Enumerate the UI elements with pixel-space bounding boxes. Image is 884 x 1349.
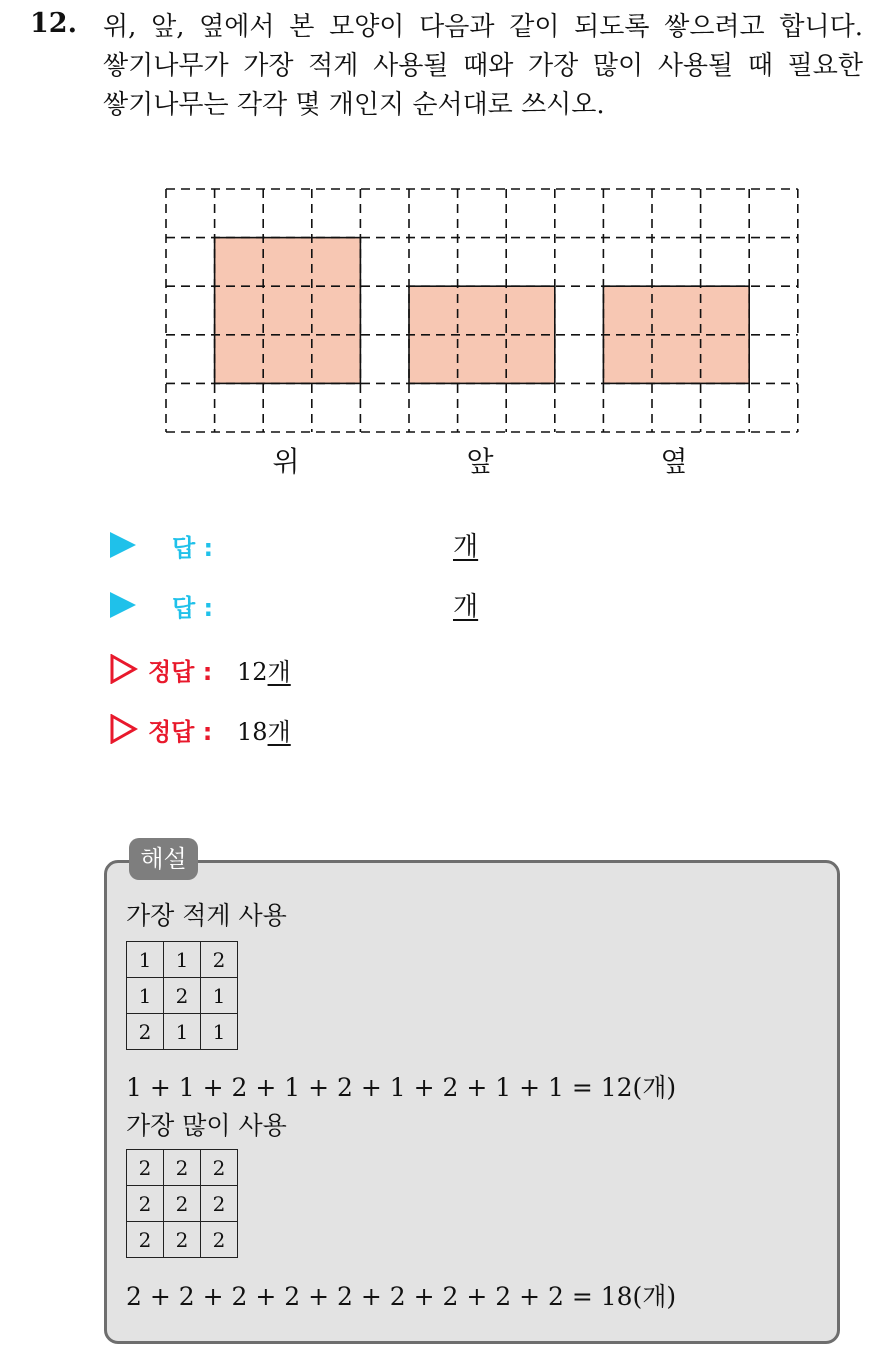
explanation-tab: 해설 — [129, 838, 198, 880]
answer-blank[interactable]: 개 — [453, 592, 479, 622]
question-line-3: 쌓기나무는 각각 몇 개인지 순서대로 쓰시오. — [103, 90, 605, 120]
most-grid-cell: 2 — [201, 1150, 238, 1186]
least-grid-cell: 2 — [127, 1014, 164, 1050]
most-grid-cell: 2 — [164, 1222, 201, 1258]
least-grid-row — [127, 978, 238, 1014]
most-formula: 2 + 2 + 2 + 2 + 2 + 2 + 2 + 2 + 2 = 18(개) — [126, 1282, 677, 1311]
correct-value — [237, 712, 291, 747]
outline-triangle-icon — [110, 714, 138, 744]
most-grid-cell: 2 — [127, 1150, 164, 1186]
correct-label: 정답 : — [148, 718, 213, 746]
least-grid-cell: 2 — [201, 942, 238, 978]
view-fills — [215, 238, 750, 384]
correct-number: 18 — [237, 718, 268, 746]
least-grid-cell: 1 — [201, 978, 238, 1014]
play-triangle-icon — [110, 592, 136, 618]
most-grid-row — [127, 1222, 238, 1258]
least-grid-cell: 2 — [164, 978, 201, 1014]
least-title: 가장 적게 사용 — [126, 901, 287, 930]
answer-blank[interactable]: 개 — [453, 532, 479, 562]
view-label-top: 위 — [272, 445, 300, 478]
answer-label: 답 : — [172, 534, 214, 562]
question-line-1: 위, 앞, 옆에서 본 모양이 다음과 같이 되도록 쌓으려고 합니다. — [103, 12, 863, 42]
outline-triangle-icon — [110, 654, 138, 684]
view-label-front: 앞 — [466, 445, 494, 478]
most-grid-cell: 2 — [164, 1150, 201, 1186]
answer-label: 답 : — [172, 594, 214, 622]
most-grid-cell: 2 — [127, 1222, 164, 1258]
correct-label: 정답 : — [148, 658, 213, 686]
least-formula: 1 + 1 + 2 + 1 + 2 + 1 + 2 + 1 + 1 = 12(개) — [126, 1073, 677, 1102]
least-grid-cell: 1 — [127, 978, 164, 1014]
view-shape-fill — [215, 238, 361, 384]
correct-unit: 개 — [267, 658, 291, 686]
least-grid-cell: 1 — [201, 1014, 238, 1050]
most-grid — [126, 1149, 238, 1258]
most-grid-row — [127, 1186, 238, 1222]
play-triangle-icon — [110, 532, 136, 558]
least-grid-row — [127, 1014, 238, 1050]
question-number: 12. — [30, 8, 77, 39]
most-grid-cell: 2 — [164, 1186, 201, 1222]
least-grid-cell: 1 — [127, 942, 164, 978]
most-grid-cell: 2 — [201, 1186, 238, 1222]
question-line-2: 쌓기나무가 가장 적게 사용될 때와 가장 많이 사용될 때 필요한 — [103, 51, 863, 81]
most-title: 가장 많이 사용 — [126, 1111, 287, 1140]
correct-unit: 개 — [267, 718, 291, 746]
view-label-side: 옆 — [660, 445, 688, 478]
views-figure — [0, 0, 884, 480]
most-grid-cell: 2 — [201, 1222, 238, 1258]
most-grid-row — [127, 1150, 238, 1186]
least-grid-cell: 1 — [164, 1014, 201, 1050]
least-grid — [126, 941, 238, 1050]
least-grid-row — [127, 942, 238, 978]
least-grid-cell: 1 — [164, 942, 201, 978]
correct-value — [237, 652, 291, 687]
correct-number: 12 — [237, 658, 268, 686]
most-grid-cell: 2 — [127, 1186, 164, 1222]
